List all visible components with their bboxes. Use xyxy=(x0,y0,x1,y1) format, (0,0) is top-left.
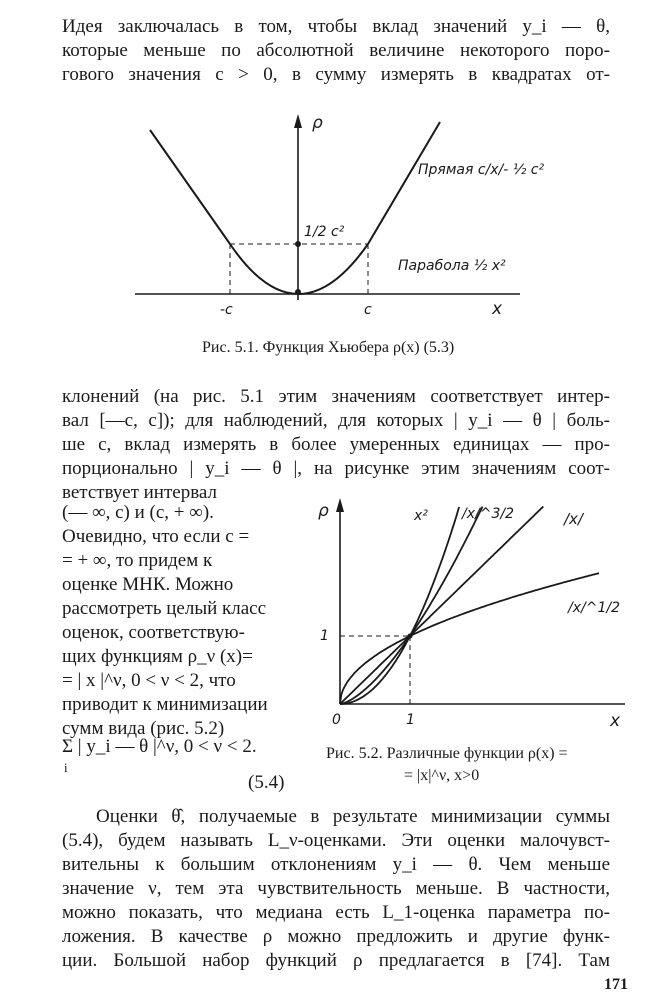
paragraph-2-narrow-line-8: щих функциям ρ_ν (x)= xyxy=(62,646,253,667)
paragraph-3-line-4: значение ν, тем эта чувствительность меньше. В частности, xyxy=(62,878,610,899)
figure-5-2-caption-line-2: = |x|^ν, x>0 xyxy=(404,767,480,784)
fig2-label-x1: /x/ xyxy=(564,510,583,528)
paragraph-2-narrow-line-2: (— ∞, c) и (c, + ∞). xyxy=(62,502,214,523)
fig1-line-right xyxy=(368,122,440,244)
fig2-curve-x1 xyxy=(340,507,543,705)
fig1-x-label: x xyxy=(492,299,503,319)
fig1-label-half-c2: 1/2 c² xyxy=(304,224,345,240)
paragraph-2-line-1: клонений (на рис. 5.1 этим значениям соответствует интер- xyxy=(62,386,610,407)
fig1-y-arrow xyxy=(294,114,302,128)
paragraph-2-narrow-line-1: ветствует интервал xyxy=(62,482,217,503)
fig2-y-arrow xyxy=(336,498,344,512)
fig1-line-left xyxy=(150,130,230,244)
fig2-y-label: ρ xyxy=(318,501,329,521)
paragraph-2-line-4: порционально | y_i — θ |, на рисунке этим значениям соот- xyxy=(62,458,610,479)
paragraph-2-line-2: вал [—c, c]); для наблюдений, для которых | y_i — θ | боль- xyxy=(62,410,610,431)
paragraph-2-narrow-line-6: рассмотреть целый класс xyxy=(62,598,267,619)
fig2-curve-x12 xyxy=(340,573,599,704)
paragraph-1-line-2: которые меньше по абсолютной величине некоторого поро- xyxy=(62,40,610,61)
fig2-label-x32: /x/^3/2 xyxy=(462,506,514,522)
paragraph-1-line-3: гового значения c > 0, в сумму измерять в квадратах от- xyxy=(62,64,610,85)
paragraph-3-line-7: ции. Большой набор функций ρ предлагается в [74]. Там xyxy=(62,950,610,971)
fig1-tick-neg-c: -c xyxy=(220,302,233,318)
formula-5-4: Σ | y_i — θ |^ν, 0 < ν < 2. xyxy=(62,736,257,757)
fig2-x-label: x xyxy=(610,711,621,731)
paragraph-2-narrow-line-7: оценок, соответствую- xyxy=(62,622,245,643)
paragraph-2-narrow-line-9: = | x |^ν, 0 < ν < 2, что xyxy=(62,670,236,691)
paragraph-1-line-1: Идея заключалась в том, чтобы вклад значений y_i — θ, xyxy=(62,16,610,37)
paragraph-2-narrow-line-10: приводит к минимизации xyxy=(62,694,268,715)
paragraph-2-narrow-line-4: = + ∞, то придем к xyxy=(62,550,213,571)
paragraph-2-narrow-line-3: Очевидно, что если c = xyxy=(62,526,250,547)
fig2-origin: 0 xyxy=(332,712,341,728)
fig2-tick-x1: 1 xyxy=(406,712,415,728)
fig2-point-1-1 xyxy=(408,634,413,639)
formula-5-4-number: (5.4) xyxy=(248,772,285,793)
fig2-curve-x32 xyxy=(340,507,483,704)
page-number: 171 xyxy=(604,976,628,993)
paragraph-3-line-2: (5.4), будем называть L_ν-оценками. Эти оценки малочувст- xyxy=(62,830,610,851)
fig1-label-line: Прямая c/x/- ½ c² xyxy=(418,162,545,178)
fig1-tick-c: c xyxy=(364,302,372,318)
paragraph-2-narrow-line-5: оценке МНК. Можно xyxy=(62,574,234,595)
fig1-label-parabola: Парабола ½ x² xyxy=(398,258,506,274)
fig2-label-x2: x² xyxy=(414,508,428,524)
paragraph-3-line-1: Оценки θ̂, получаемые в результате минимизации суммы xyxy=(96,806,610,827)
figure-5-2 xyxy=(310,490,650,750)
figure-5-2-caption-line-1: Рис. 5.2. Различные функции ρ(x) = xyxy=(326,745,568,762)
paragraph-3-line-3: вительны к большим отклонениям y_i — θ. Чем меньше xyxy=(62,854,610,875)
paragraph-3-line-5: можно показать, что медиана есть L_1-оценка параметра по- xyxy=(62,902,610,923)
paragraph-2-narrow-line-11: сумм вида (рис. 5.2) xyxy=(62,718,225,739)
fig1-parabola xyxy=(230,244,368,294)
fig1-point-half-c2 xyxy=(295,241,301,247)
fig1-y-label: ρ xyxy=(312,113,323,133)
paragraph-3-line-6: ложения. В качестве ρ можно предложить и другие функ- xyxy=(62,926,610,947)
fig1-point-origin xyxy=(295,289,301,295)
formula-5-4-subscript: i xyxy=(64,760,68,775)
figure-5-1-caption: Рис. 5.1. Функция Хьюбера ρ(x) (5.3) xyxy=(202,339,455,356)
paragraph-2-line-3: ше c, вклад измерять в более умеренных единицах — про- xyxy=(62,434,610,455)
fig2-tick-y1: 1 xyxy=(320,628,329,644)
fig2-label-x12: /x/^1/2 xyxy=(568,600,620,616)
